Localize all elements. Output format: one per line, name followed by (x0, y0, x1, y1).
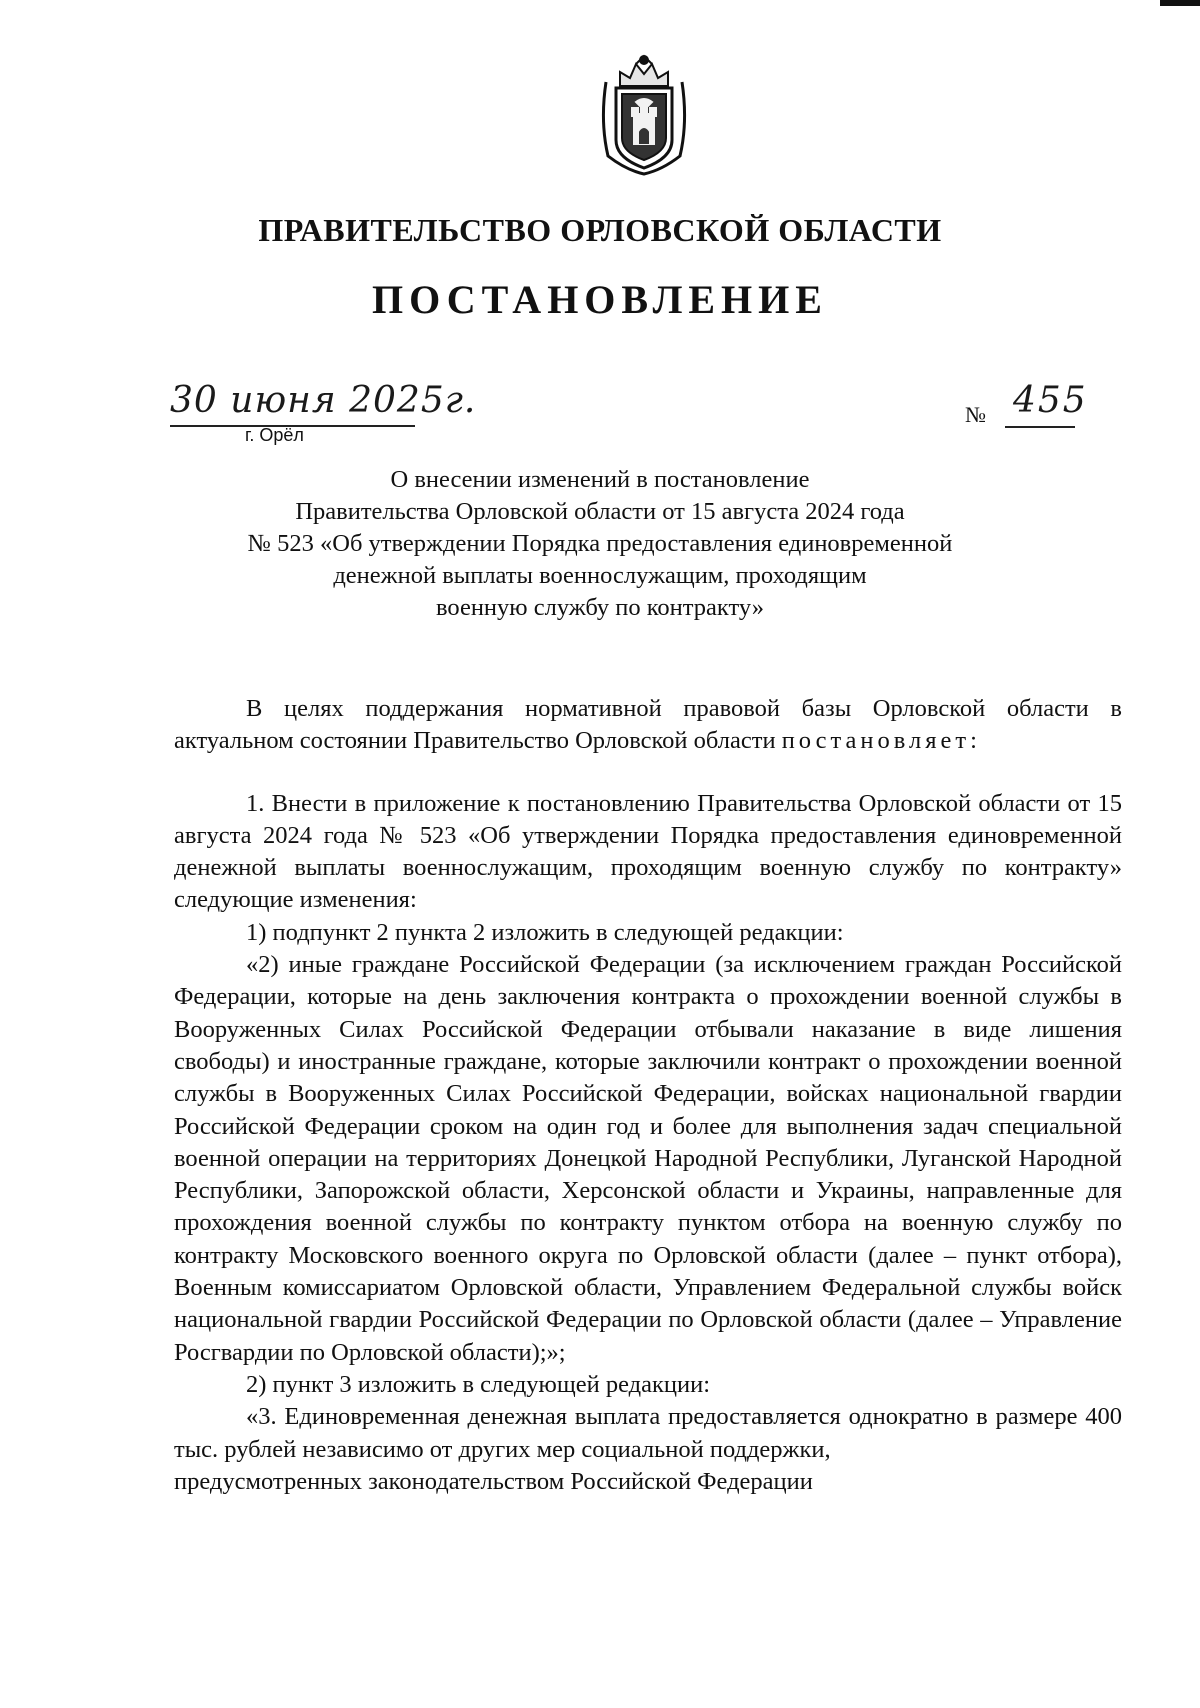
preamble-text: В целях поддержания нормативной правовой базы Орловской области в актуальном состоянии Правительство Орловской области (174, 695, 1122, 755)
orel-region-coat-of-arms-icon (596, 52, 692, 176)
document-type-title: ПОСТАНОВЛЕНИЕ (372, 277, 828, 322)
item-1-2-text-paragraph: «3. Единовременная денежная выплата предоставляется однократно в размере 400 тыс. рублей независимо от других мер социальной поддержки, (174, 1403, 1122, 1463)
subject-line: денежной выплаты военнослужащим, проходящим (333, 562, 867, 589)
preamble-paragraph (174, 693, 1122, 758)
preamble-keyword: постановляет: (781, 727, 981, 755)
subject-line: Правительства Орловской области от 15 августа 2024 года (295, 498, 905, 525)
city-label: г. Орёл (245, 425, 304, 445)
subject-line: О внесении изменений в постановление (390, 466, 810, 493)
item-1-2-paragraph: 2) пункт 3 изложить в следующей редакции: (246, 1370, 711, 1398)
number-block (965, 380, 1115, 440)
item-1-2-text-continuation: предусмотренных законодательством Российской Федерации (174, 1467, 813, 1495)
handwritten-date: 30 июня 2025г. (170, 380, 477, 421)
item-1-1-text-paragraph: «2) иные граждане Российской Федерации (за исключением граждан Российской Федерации, которые на день заключения контракта о прохождении военной службы в Вооруженных Силах Российской Федерации отбывали наказание в виде лишения свободы) и иностранные граждане, которые заключили контракт о прохождении военной службы в Вооруженных Силах Российской Федерации, войсках национальной гвардии Российской Федерации сроком на один год и более для выполнения задач специальной военной операции на территориях Донецкой Народной Республики, Луганской Народной Республики, Запорожской области, Херсонской области и Украины, направленные для прохождения военной службы по контракту пунктом отбора на военную службу по контракту Московского военного округа по Орловской области (далее – пункт отбора), Военным комиссариатом Орловской области, Управлением Федеральной службы войск национальной гвардии Российской Федерации по Орловской области (далее – Управление Росгвардии по Орловской области);»; (174, 951, 1122, 1366)
document-subject (200, 464, 1000, 624)
date-block (170, 380, 477, 446)
number-underline (1005, 426, 1075, 428)
item-1-1-paragraph: 1) подпункт 2 пункта 2 изложить в следующей редакции: (246, 918, 844, 946)
handwritten-number: 455 (1013, 380, 1088, 421)
subject-line: военную службу по контракту» (436, 594, 764, 621)
organization-title: ПРАВИТЕЛЬСТВО ОРЛОВСКОЙ ОБЛАСТИ (258, 212, 942, 248)
scan-corner-mark (1160, 0, 1200, 6)
document-body (174, 693, 1122, 1498)
item-1-paragraph: 1. Внести в приложение к постановлению Правительства Орловской области от 15 августа 2024 года № 523 «Об утверждении Порядка предоставления единовременной денежной выплаты военнослужащим, проходящим военную службу по контракту» следующие изменения: (174, 789, 1122, 914)
number-sign: № (965, 402, 986, 427)
subject-line: № 523 «Об утверждении Порядка предоставления единовременной (247, 530, 953, 557)
